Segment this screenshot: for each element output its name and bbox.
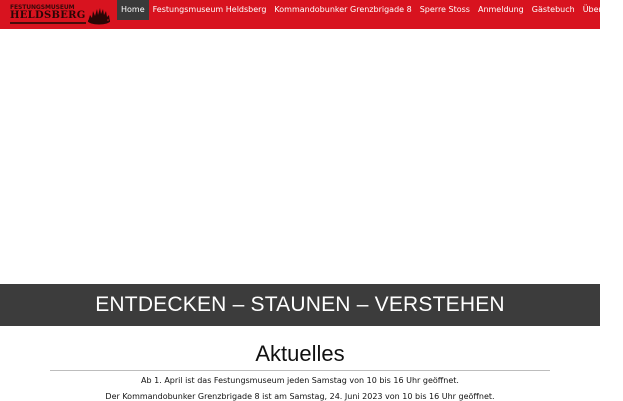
nav-item-sperre-stoss[interactable]: Sperre Stoss (419, 5, 470, 14)
site-logo[interactable] (10, 4, 112, 26)
news-heading: Aktuelles (255, 341, 345, 366)
news-item: Ab 1. April ist das Festungsmuseum jeden Samstag von 10 bis 16 Uhr geöffnet. (141, 376, 459, 385)
nav-item-anmeldung[interactable]: Anmeldung (477, 5, 524, 14)
nav-item-home[interactable]: Home (117, 0, 149, 20)
nav-item-festungsmuseum[interactable]: Festungsmuseum Heldsberg (152, 5, 267, 14)
slogan-text: ENTDECKEN – STAUNEN – VERSTEHEN (95, 293, 505, 316)
nav-item-ueber-uns[interactable]: Über uns (582, 5, 619, 14)
logo-underline (10, 22, 86, 24)
logo-line1: FESTUNGSMUSEUM (10, 4, 75, 11)
nav-item-gaestebuch[interactable]: Gästebuch (531, 5, 575, 14)
hero-area (0, 29, 600, 284)
nav-item-kommandobunker[interactable]: Kommandobunker Grenzbrigade 8 (274, 5, 412, 14)
news-item: Der Kommandobunker Grenzbrigade 8 ist am Samstag, 24. Juni 2023 von 10 bis 16 Uhr geöffnet. (105, 392, 495, 401)
hedgehog-icon (86, 6, 112, 25)
main-nav (117, 0, 623, 20)
logo-line2: HELDSBERG (10, 10, 86, 21)
site-header (0, 0, 619, 29)
news-divider (50, 370, 550, 371)
slogan-banner (0, 284, 600, 326)
